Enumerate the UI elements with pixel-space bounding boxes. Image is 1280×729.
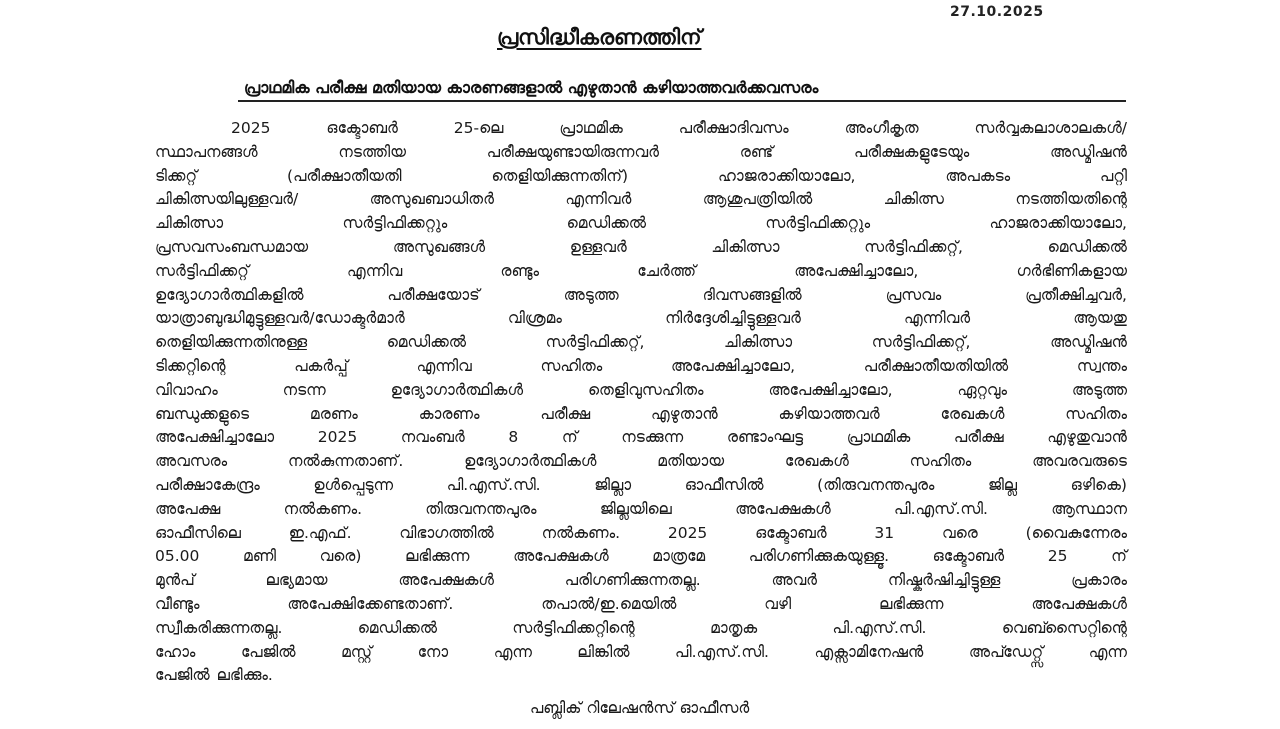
word: വരെ [941,523,978,542]
word: എന്ന [1088,642,1127,661]
word: നിഷ്കർഷിച്ചിട്ടുള്ള [887,571,1001,590]
word: ഗർഭിണികളായ [1016,261,1127,280]
body-line [155,498,1127,522]
word: അപേക്ഷിക്കേണ്ടതാണ്. [287,594,454,613]
word: ഒക്ടോബർ [326,119,398,137]
word: 8 [508,428,519,447]
signature-line-cutoff [530,699,790,720]
word: സഹിതം [1065,404,1127,423]
word: മെഡിക്കൽ [1047,237,1127,256]
word: ന് [561,428,578,447]
word: തിരുവനന്തപുരം [425,499,537,518]
word: അപ്ഡേറ്റ്സ് [968,642,1044,661]
word: പരീക്ഷ [540,404,591,423]
body-line [155,593,1127,617]
word: നൽകുന്നതാണ്. [287,452,404,471]
word: തെളിവുസഹിതം [587,380,704,399]
word: ഏറ്റവും [957,380,1007,399]
word: ഹാജരാക്കിയാലോ, [718,166,856,185]
word: അടുത്ത [563,285,619,304]
word: പി.എസ്.സി. [446,475,541,494]
body-line [155,355,1127,379]
word: ടിക്കറ്റിന്റെ [155,356,226,375]
body-line [155,165,1127,189]
word: വരെ) [319,547,362,566]
word: സർട്ടിഫിക്കറ്റും [765,214,871,233]
word: അപേക്ഷകൾ [398,571,494,590]
word: സർട്ടിഫിക്കറ്റിന്റെ [512,618,635,637]
word: എന്നിവർ [904,309,971,328]
word: നൽകണം. [283,499,362,518]
word: ന് [1111,547,1127,566]
word: എന്ന [493,642,532,661]
word: എക്സാമിനേഷൻ [814,642,924,661]
word: മാത്രമേ [652,547,706,566]
word: പരിഗണിക്കുകയുള്ളൂ. [748,547,890,566]
word: പകർപ്പ് [294,356,348,375]
body-line [155,117,1127,141]
word: നടക്കുന്ന [621,428,684,447]
word: ഹോം [155,642,196,661]
word: രണ്ടും [500,261,539,280]
word: പി.എസ്.സി. [893,499,988,518]
word: മെഡിക്കൽ [357,618,438,637]
word: നിർദ്ദേശിച്ചിട്ടുള്ളവർ [665,309,801,328]
word: വിവാഹം [155,380,218,399]
word: ജില്ലാ [594,475,632,494]
body-line [155,403,1127,427]
word: അപേക്ഷകൾ [1031,594,1127,613]
word: മസ്റ്റ് [341,642,373,661]
word: കഴിയാത്തവർ [778,404,880,423]
word: പരിഗണിക്കുന്നതല്ല. [564,571,701,590]
word: പരീക്ഷകളുടേയും [853,142,970,161]
word: ചികിത്സാ [723,333,793,352]
word: പ്രാഥമിക [846,428,911,447]
word: പരീക്ഷ [953,428,1004,447]
word: 31 [874,523,895,542]
body-line [155,569,1127,593]
word: 05.00 [155,547,200,566]
body-line [155,617,1127,641]
word: സർട്ടിഫിക്കറ്റ് [155,261,249,280]
body-line [155,641,1127,665]
word: ടിക്കറ്റ് [155,166,198,185]
word: മതിയായ [657,452,725,471]
word: മെഡിക്കൽ [566,214,646,233]
word: ഇ.എഫ്. [288,523,352,542]
word: പരീക്ഷയുണ്ടായിരുന്നവർ [486,142,659,161]
word: എന്നിവ [347,261,403,280]
word: സർവ്വകലാശാലകൾ/ [974,119,1127,137]
word: ചികിത്സാ [155,214,224,233]
word: തെളിയിക്കുന്നതിനുള്ള [155,333,308,352]
word: പ്രകാരം [1071,571,1127,590]
word: 25 [1047,547,1068,566]
word: സ്ഥാപനങ്ങൾ [155,142,258,161]
word: സ്വീകരിക്കുന്നതല്ല. [155,618,283,637]
word: യാത്രാബുദ്ധിമുട്ടുള്ളവർ/ഡോക്ടർമാർ [155,309,405,328]
word: ഉള്ളവർ [569,237,627,256]
word: ലഭിക്കും. [216,666,273,685]
word: ഓഫീസിലെ [155,523,241,542]
word: അവസരം [155,452,228,471]
word: തപാൽ/ഇ.മെയിൽ [541,594,677,613]
word: 2025 [231,119,271,137]
word: ചേർത്ത് [637,261,697,280]
word: അവർ [771,571,818,590]
word: ചികിത്സയിലുള്ളവർ/ [155,190,299,209]
word: രണ്ടാംഘട്ട [726,428,804,447]
word: അംഗീകൃത [844,119,919,137]
body-line [155,474,1127,498]
word: ഓഫീസിൽ [684,475,764,494]
word: 25-ലെ [453,119,504,137]
word: ആയതു [1073,309,1127,328]
word: ഉദ്യോഗാർത്ഥികളിൽ [155,285,304,304]
word: എഴുതാൻ [651,404,718,423]
word: നൽകണം. [541,523,621,542]
body-line [155,236,1127,260]
word: അപേക്ഷിച്ചാലോ, [794,261,919,280]
word: വിശ്രമം [507,309,562,328]
word: പരീക്ഷാകേന്ദ്രം [155,475,260,494]
word: ലഭിക്കുന്ന [405,547,470,566]
body-line [155,664,1127,688]
word: സഹിതം [909,452,972,471]
word: അഡ്മിഷൻ [1050,142,1127,161]
body-line [155,307,1127,331]
word: സർട്ടിഫിക്കറ്റും [342,214,448,233]
word: സർട്ടിഫിക്കറ്റ്, [871,333,971,352]
release-date: 27.10.2025 [950,4,1044,20]
word: രേഖകൾ [784,452,849,471]
word: സർട്ടിഫിക്കറ്റ്, [864,237,963,256]
word: ആസ്ഥാന [1051,499,1127,518]
word: അപേക്ഷകൾ [513,547,609,566]
word: അസുഖബാധിതർ [369,190,494,209]
body-line [155,450,1127,474]
signature-text: പബ്ലിക് റിലേഷൻസ് ഓഫീസർ [530,699,750,717]
word: ഒക്ടോബർ [932,547,1005,566]
word: ചികിത്സാ [711,237,780,256]
word: വീണ്ടും [155,594,200,613]
word: പ്രസവം [885,285,942,304]
word: ഒക്ടോബർ [755,523,827,542]
word: സർട്ടിഫിക്കറ്റ്, [545,333,645,352]
word: സ്വന്തം [1076,356,1127,375]
word: അപേക്ഷ [155,499,221,518]
word: പി.എസ്.സി. [675,642,769,661]
word: തെളിയിക്കുന്നതിന്) [491,166,629,185]
word: നോ [417,642,449,661]
body-line [155,331,1127,355]
word: ജില്ലയിലെ [599,499,672,518]
word: അവരവരുടെ [1032,452,1127,471]
word: അപേക്ഷിച്ചാലോ [155,428,275,447]
word: അപേക്ഷിച്ചാലോ, [670,356,795,375]
word: ഉദ്യോഗാർത്ഥികൾ [390,380,524,399]
word: (പരീക്ഷാതീയതി [287,166,402,185]
word: മാതൃക [710,618,758,637]
word: പ്രതീക്ഷിച്ചവർ, [1025,285,1127,304]
word: മെഡിക്കൽ [386,333,467,352]
word: അപകടം [945,166,1011,185]
word: പരീക്ഷാതീയതിയിൽ [863,356,1009,375]
page-subtitle: പ്രാഥമിക പരീക്ഷ മതിയായ കാരണങ്ങളാൽ എഴുതാൻ കഴിയാത്തവർക്കവസരം [238,78,1126,102]
word: എന്നിവർ [565,190,632,209]
body-line [155,284,1127,308]
word: പേജിൽ [240,642,296,661]
word: പരീക്ഷാദിവസം [678,119,789,137]
word: ചികിത്സ [883,190,944,209]
word: ജില്ല [988,475,1018,494]
word: 2025 [667,523,708,542]
word: (തിരുവനന്തപുരം [817,475,935,494]
body-line [155,188,1127,212]
word: രണ്ട് [739,142,774,161]
word: ഉദ്യോഗാർത്ഥികൾ [464,452,597,471]
word: ഹാജരാക്കിയാലോ, [989,214,1127,233]
word: പി.എസ്.സി. [832,618,927,637]
word: എഴുതുവാൻ [1047,428,1127,447]
word: വിഭാഗത്തിൽ [399,523,494,542]
word: മരണം [309,404,358,423]
body-text [155,117,1127,688]
word: 2025 [317,428,358,447]
word: ലിങ്കിൽ [577,642,630,661]
word: ലഭിക്കുന്ന [879,594,944,613]
word: വഴി [764,594,792,613]
word: പേജിൽ [155,666,210,685]
word: ലഭ്യമായ [265,571,328,590]
word: നടത്തിയതിന്റെ [1015,190,1127,209]
word: (വൈകുന്നേരം [1025,523,1127,542]
word: അപേക്ഷിച്ചാലോ, [768,380,893,399]
page-title: പ്രസിദ്ധീകരണത്തിന് [497,25,702,49]
word: അഡ്മിഷൻ [1050,333,1127,352]
word: മണി [242,547,277,566]
word: ആശുപത്രിയിൽ [702,190,813,209]
word: അപേക്ഷകൾ [735,499,831,518]
word: പരീക്ഷയോട് [387,285,480,304]
word: പറ്റി [1100,166,1127,185]
body-line [155,522,1127,546]
word: പ്രാഥമിക [559,119,623,137]
word: പ്രസവസംബന്ധമായ [155,237,309,256]
word: മുൻപ് [155,571,195,590]
word: ബന്ധുക്കളുടെ [155,404,250,423]
body-line [155,379,1127,403]
body-line [155,545,1127,569]
word: രേഖകൾ [940,404,1005,423]
word: കാരണം [418,404,480,423]
word: എന്നിവ [416,356,472,375]
word: അസുഖങ്ങൾ [392,237,486,256]
body-line [155,426,1127,450]
word: നടത്തിയ [338,142,406,161]
word: ഉൾപ്പെടുന്ന [313,475,394,494]
body-line [155,260,1127,284]
word: സഹിതം [540,356,603,375]
word: നവംബർ [400,428,465,447]
word: ഒഴികെ) [1070,475,1127,494]
body-line [155,212,1127,236]
word: വെബ്സൈറ്റിന്റെ [1001,618,1127,637]
body-line [155,141,1127,165]
word: ദിവസങ്ങളിൽ [702,285,802,304]
word: അടുത്ത [1071,380,1127,399]
word: നടന്ന [282,380,326,399]
